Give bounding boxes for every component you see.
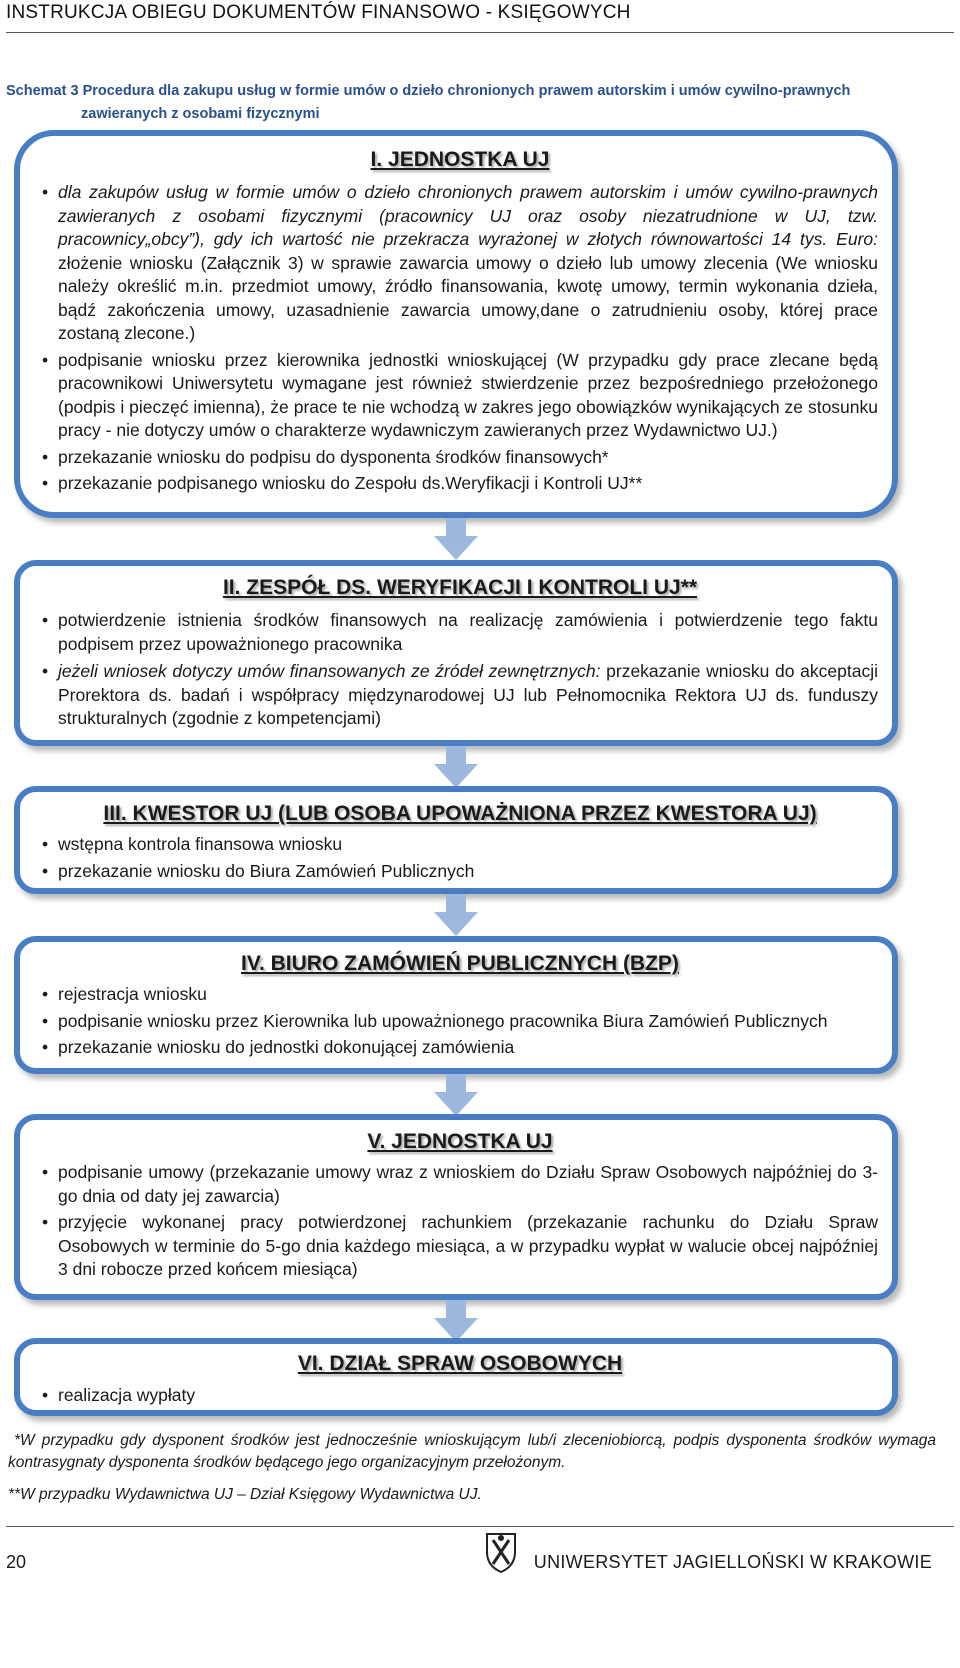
box-1-list: [42, 181, 878, 496]
item-text: rejestracja wniosku: [58, 984, 207, 1004]
box-kwestor-uj: [14, 786, 898, 894]
box-dzial-spraw-osobowych: [14, 1338, 898, 1416]
flow-arrow-down-icon: [434, 894, 478, 938]
flow-arrow-down-icon: [434, 518, 478, 562]
list-item: [42, 1036, 878, 1060]
bullet: •: [42, 473, 49, 493]
item-italic-text: jeżeli wniosek dotyczy umów finansowanych ze źródeł zewnętrznych:: [58, 661, 601, 681]
document-header-title: INSTRUKCJA OBIEGU DOKUMENTÓW FINANSOWO - KSIĘGOWYCH: [6, 2, 631, 23]
university-name: UNIWERSYTET JAGIELLOŃSKI W KRAKOWIE: [533, 1552, 932, 1572]
box-6-list: [42, 1384, 878, 1408]
box-5-title: V. JEDNOSTKA UJ: [367, 1130, 553, 1153]
box-jednostka-uj-final: [14, 1114, 898, 1300]
item-text: przyjęcie wykonanej pracy potwierdzonej rachunkiem (przekazanie rachunku do Działu Spraw Osobowych w terminie do 5-go dnia każdego miesiąca, a w przypadku wypłat w walucie obcej najpóźniej 3 dni robocze przed końcem miesiąca): [58, 1212, 878, 1279]
bullet: •: [42, 1037, 49, 1057]
item-text: przekazanie wniosku do akceptacji Prorektora ds. badań i współpracy międzynarodowej UJ lub Pełnomocnika Rektora UJ ds. funduszy strukturalnych (zgodnie z kompetencjami): [58, 661, 878, 728]
item-text: podpisanie umowy (przekazanie umowy wraz z wnioskiem do Działu Spraw Osobowych najpóźniej do 3-go dnia od daty jej zawarcia): [58, 1162, 878, 1206]
bullet: •: [42, 610, 49, 630]
item-text: wstępna kontrola finansowa wniosku: [58, 834, 343, 854]
item-text: podpisanie wniosku przez kierownika jednostki wnioskującej (W przypadku gdy prace zlecane będą pracownikowi Uniwersytetu wymagane jest również stwierdzenie przez bezpośredniego przełożonego (podpis i pieczęć imienna), że prace te nie wchodzą w zakres jego obowiązków wynikających ze stosunku pracy - nie dotyczy umów o charakterze wydawniczym zawieranych przez Wydawnictwo UJ.): [58, 349, 878, 440]
flow-arrow-down-icon: [434, 746, 478, 790]
caption-line-2: zawieranych z osobami fizycznymi: [81, 106, 320, 122]
university-crest-icon: [481, 1530, 521, 1574]
bullet: •: [42, 661, 49, 681]
item-text: przekazanie wniosku do Biura Zamówień Publicznych: [58, 860, 475, 881]
schema-caption: [6, 80, 936, 126]
list-item: [42, 983, 878, 1007]
box-2-list: [42, 609, 878, 731]
list-item: [42, 833, 878, 857]
list-item: [42, 1161, 878, 1208]
bullet: •: [42, 1212, 49, 1232]
item-text: realizacja wypłaty: [58, 1385, 196, 1405]
box-1-title: I. JEDNOSTKA UJ: [370, 148, 550, 171]
item-text: przekazanie podpisanego wniosku do Zespołu ds.Weryfikacji i Kontroli UJ**: [58, 473, 643, 493]
bullet: •: [42, 446, 49, 467]
box-3-list: [42, 833, 878, 883]
list-item: [42, 609, 878, 656]
box-4-list: [42, 983, 878, 1060]
box-2-title: II. ZESPÓŁ DS. WERYFIKACJI I KONTROLI UJ**: [222, 576, 698, 599]
page-number: 20: [6, 1552, 27, 1572]
bullet: •: [42, 349, 49, 370]
item-text: przekazanie wniosku do jednostki dokonującej zamówienia: [58, 1037, 515, 1057]
list-item: [42, 1384, 878, 1408]
list-item: [42, 1211, 878, 1282]
flow-arrow-down-icon: [434, 1074, 478, 1118]
list-item: [42, 860, 878, 884]
list-item: [42, 660, 878, 731]
bullet: •: [42, 984, 49, 1004]
list-item: [42, 349, 878, 443]
bullet: •: [42, 1385, 49, 1405]
bullet: •: [42, 860, 49, 881]
item-italic-text: dla zakupów usług w formie umów o dzieło chronionych prawem autorskim i umów cywilno-prawnych zawieranych z osobami fizycznymi (pracownicy UJ oraz osoby niezatrudnione w UJ, tzw. pracownicy„obcy”), gdy ich wartość nie przekracza wyrażonej w złotych równowartości 14 tys. Euro:: [58, 182, 878, 249]
footnote-2: **W przypadku Wydawnictwa UJ – Dział Księgowy Wydawnictwa UJ.: [8, 1486, 482, 1503]
box-3-title: III. KWESTOR UJ (LUB OSOBA UPOWAŻNIONA PRZEZ KWESTORA UJ): [103, 802, 817, 825]
box-6-title: VI. DZIAŁ SPRAW OSOBOWYCH: [297, 1352, 623, 1375]
item-text: podpisanie wniosku przez Kierownika lub upoważnionego pracownika Biura Zamówień Publicznych: [58, 1010, 828, 1031]
bullet: •: [42, 1162, 49, 1182]
item-text: złożenie wniosku (Załącznik 3) w sprawie zawarcia umowy o dzieło lub umowy zlecenia (We wniosku należy określić m.in. przedmiot umowy, źródło finansowania, kwotę umowy, termin wykonania dzieła, bądź zakończenia umowy, uzasadnienie zawarcia umowy,dane o zatrudnieniu osoby, której prace zostaną zlecone.): [58, 252, 878, 343]
box-5-list: [42, 1161, 878, 1282]
item-text: potwierdzenie istnienia środków finansowych na realizację zamówienia i potwierdzenie tego faktu podpisem przez upoważnionego pracownika: [58, 610, 878, 654]
caption-line-1: Schemat 3 Procedura dla zakupu usług w formie umów o dzieło chronionych prawem autorskim i umów cywilno-prawnych: [6, 83, 851, 99]
bullet: •: [42, 182, 49, 202]
box-4-title: IV. BIURO ZAMÓWIEŃ PUBLICZNYCH (BZP): [241, 952, 679, 975]
list-item: [42, 1010, 878, 1034]
list-item: [42, 472, 878, 496]
box-zespol-weryfikacji: [14, 560, 898, 746]
bullet: •: [42, 834, 49, 854]
list-item: [42, 446, 878, 470]
box-biuro-zamowien: [14, 936, 898, 1074]
header-divider: [6, 32, 954, 33]
list-item: [42, 181, 878, 346]
footer-divider: [6, 1526, 954, 1527]
bullet: •: [42, 1010, 49, 1031]
box-jednostka-uj: [14, 130, 898, 518]
footnote-1: *W przypadku gdy dysponent środków jest jednocześnie wnioskującym lub/i zleceniobiorcą, podpis dysponenta środków wymaga kontrasygnaty dysponenta środków będącego jego organizacyjnym przełożonym.: [8, 1432, 936, 1471]
item-text: przekazanie wniosku do podpisu do dysponenta środków finansowych*: [58, 446, 609, 467]
